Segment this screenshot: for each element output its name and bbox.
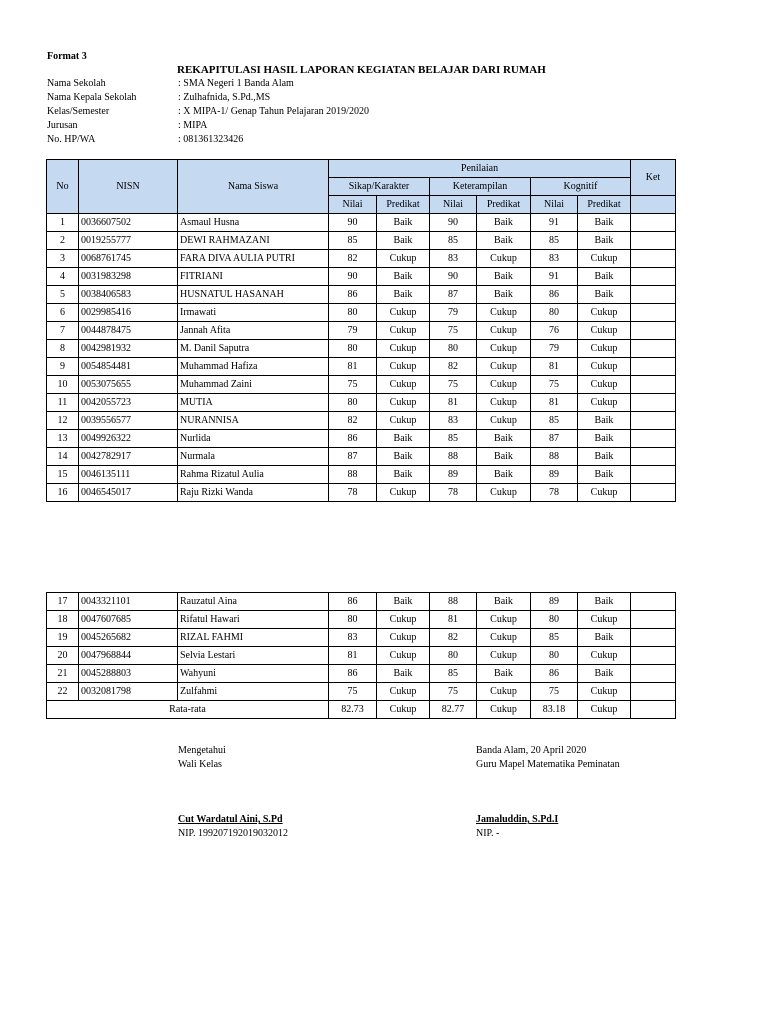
row-ket — [631, 484, 676, 502]
row-nisn: 0042055723 — [79, 394, 178, 412]
table-row — [47, 232, 676, 250]
row-kognitif-nilai: 91 — [531, 268, 578, 286]
info-value-class: : X MIPA-1/ Genap Tahun Pelajaran 2019/2020 — [178, 106, 369, 117]
row-kognitif-predikat: Cukup — [578, 394, 631, 412]
row-keterampilan-nilai: 87 — [430, 286, 477, 304]
row-student-name: Muhammad Hafiza — [178, 358, 329, 376]
info-value-phone: : 081361323426 — [178, 134, 244, 145]
row-ket — [631, 268, 676, 286]
row-sikap-nilai: 86 — [329, 665, 377, 683]
row-keterampilan-predikat: Cukup — [477, 394, 531, 412]
average-row — [47, 701, 676, 719]
row-keterampilan-nilai: 85 — [430, 232, 477, 250]
table-row — [47, 647, 676, 665]
row-student-name: Irmawati — [178, 304, 329, 322]
header-keterampilan-predikat: Predikat — [477, 196, 531, 214]
row-keterampilan-predikat: Cukup — [477, 358, 531, 376]
row-sikap-predikat: Cukup — [377, 358, 430, 376]
row-keterampilan-nilai: 85 — [430, 430, 477, 448]
row-keterampilan-predikat: Baik — [477, 448, 531, 466]
table-row — [47, 394, 676, 412]
row-sikap-predikat: Baik — [377, 286, 430, 304]
average-sikap-nilai: 82.73 — [329, 701, 377, 719]
row-kognitif-predikat: Baik — [578, 232, 631, 250]
header-kognitif: Kognitif — [531, 178, 631, 196]
table-row — [47, 340, 676, 358]
row-nisn: 0032081798 — [79, 683, 178, 701]
row-keterampilan-nilai: 85 — [430, 665, 477, 683]
row-ket — [631, 394, 676, 412]
row-nisn: 0019255777 — [79, 232, 178, 250]
row-kognitif-predikat: Cukup — [578, 647, 631, 665]
row-sikap-nilai: 80 — [329, 394, 377, 412]
header-keterampilan: Keterampilan — [430, 178, 531, 196]
row-no: 15 — [47, 466, 79, 484]
row-kognitif-nilai: 89 — [531, 593, 578, 611]
row-nisn: 0045288803 — [79, 665, 178, 683]
row-no: 3 — [47, 250, 79, 268]
row-nisn: 0042782917 — [79, 448, 178, 466]
row-kognitif-nilai: 85 — [531, 412, 578, 430]
row-ket — [631, 629, 676, 647]
info-value-school: : SMA Negeri 1 Banda Alam — [178, 78, 294, 89]
row-ket — [631, 232, 676, 250]
row-kognitif-nilai: 83 — [531, 250, 578, 268]
row-keterampilan-nilai: 81 — [430, 611, 477, 629]
row-kognitif-nilai: 80 — [531, 611, 578, 629]
row-nisn: 0053075655 — [79, 376, 178, 394]
table-row — [47, 466, 676, 484]
row-sikap-predikat: Baik — [377, 448, 430, 466]
header-ket-blank — [631, 196, 676, 214]
row-keterampilan-predikat: Cukup — [477, 250, 531, 268]
table-row — [47, 629, 676, 647]
row-no: 2 — [47, 232, 79, 250]
row-sikap-predikat: Baik — [377, 593, 430, 611]
row-keterampilan-nilai: 82 — [430, 358, 477, 376]
row-sikap-nilai: 90 — [329, 268, 377, 286]
row-keterampilan-nilai: 80 — [430, 647, 477, 665]
row-ket — [631, 358, 676, 376]
row-sikap-predikat: Cukup — [377, 340, 430, 358]
row-no: 22 — [47, 683, 79, 701]
row-student-name: Nurmala — [178, 448, 329, 466]
row-nisn: 0044878475 — [79, 322, 178, 340]
row-sikap-nilai: 88 — [329, 466, 377, 484]
row-ket — [631, 665, 676, 683]
header-kognitif-nilai: Nilai — [531, 196, 578, 214]
row-keterampilan-nilai: 83 — [430, 250, 477, 268]
row-sikap-predikat: Cukup — [377, 647, 430, 665]
row-sikap-predikat: Baik — [377, 665, 430, 683]
row-no: 20 — [47, 647, 79, 665]
row-kognitif-nilai: 81 — [531, 358, 578, 376]
row-no: 19 — [47, 629, 79, 647]
row-student-name: Rauzatul Aina — [178, 593, 329, 611]
row-keterampilan-predikat: Baik — [477, 268, 531, 286]
row-student-name: MUTIA — [178, 394, 329, 412]
row-sikap-nilai: 80 — [329, 340, 377, 358]
row-sikap-predikat: Cukup — [377, 250, 430, 268]
table-row — [47, 268, 676, 286]
row-kognitif-predikat: Baik — [578, 412, 631, 430]
row-sikap-predikat: Cukup — [377, 683, 430, 701]
row-no: 14 — [47, 448, 79, 466]
table-row — [47, 376, 676, 394]
row-keterampilan-predikat: Cukup — [477, 683, 531, 701]
table-row — [47, 593, 676, 611]
row-kognitif-predikat: Cukup — [578, 322, 631, 340]
row-student-name: RIZAL FAHMI — [178, 629, 329, 647]
row-nisn: 0039556577 — [79, 412, 178, 430]
row-kognitif-predikat: Baik — [578, 593, 631, 611]
row-no: 5 — [47, 286, 79, 304]
header-ket: Ket — [631, 160, 676, 196]
row-ket — [631, 412, 676, 430]
table-row — [47, 484, 676, 502]
row-ket — [631, 448, 676, 466]
row-student-name: Selvia Lestari — [178, 647, 329, 665]
row-no: 1 — [47, 214, 79, 232]
row-nisn: 0031983298 — [79, 268, 178, 286]
row-keterampilan-predikat: Cukup — [477, 647, 531, 665]
row-ket — [631, 593, 676, 611]
info-label-phone: No. HP/WA — [47, 134, 96, 145]
row-sikap-predikat: Baik — [377, 268, 430, 286]
signature-left-nip: NIP. 199207192019032012 — [178, 828, 289, 839]
row-keterampilan-nilai: 89 — [430, 466, 477, 484]
row-no: 16 — [47, 484, 79, 502]
row-sikap-nilai: 80 — [329, 611, 377, 629]
row-ket — [631, 250, 676, 268]
row-nisn: 0047968844 — [79, 647, 178, 665]
row-sikap-nilai: 87 — [329, 448, 377, 466]
row-keterampilan-predikat: Baik — [477, 232, 531, 250]
row-nisn: 0036607502 — [79, 214, 178, 232]
row-student-name: Raju Rizki Wanda — [178, 484, 329, 502]
header-keterampilan-nilai: Nilai — [430, 196, 477, 214]
grades-table-continued — [46, 592, 676, 719]
row-keterampilan-predikat: Cukup — [477, 322, 531, 340]
row-kognitif-predikat: Cukup — [578, 683, 631, 701]
row-sikap-predikat: Baik — [377, 466, 430, 484]
row-sikap-predikat: Cukup — [377, 412, 430, 430]
table-row — [47, 683, 676, 701]
row-nisn: 0049926322 — [79, 430, 178, 448]
row-nisn: 0047607685 — [79, 611, 178, 629]
row-kognitif-predikat: Baik — [578, 466, 631, 484]
row-kognitif-predikat: Baik — [578, 286, 631, 304]
info-value-major: : MIPA — [178, 120, 208, 131]
row-student-name: NURANNISA — [178, 412, 329, 430]
row-student-name: FITRIANI — [178, 268, 329, 286]
row-sikap-predikat: Cukup — [377, 304, 430, 322]
row-kognitif-nilai: 75 — [531, 376, 578, 394]
signature-left-role: Wali Kelas — [178, 759, 222, 770]
info-label-class: Kelas/Semester — [47, 106, 110, 117]
row-ket — [631, 322, 676, 340]
header-sikap-predikat: Predikat — [377, 196, 430, 214]
signature-left-name: Cut Wardatul Aini, S.Pd — [178, 814, 283, 825]
row-kognitif-nilai: 80 — [531, 304, 578, 322]
row-kognitif-nilai: 86 — [531, 286, 578, 304]
row-sikap-nilai: 82 — [329, 250, 377, 268]
row-ket — [631, 647, 676, 665]
info-label-major: Jurusan — [47, 120, 78, 131]
info-label-principal: Nama Kepala Sekolah — [47, 92, 137, 103]
row-student-name: DEWI RAHMAZANI — [178, 232, 329, 250]
row-sikap-predikat: Baik — [377, 214, 430, 232]
row-student-name: Nurlida — [178, 430, 329, 448]
row-keterampilan-predikat: Baik — [477, 214, 531, 232]
row-kognitif-predikat: Baik — [578, 665, 631, 683]
row-no: 18 — [47, 611, 79, 629]
grades-table-body-page1 — [47, 214, 676, 502]
header-no: No — [47, 160, 79, 214]
row-nisn: 0038406583 — [79, 286, 178, 304]
row-sikap-predikat: Baik — [377, 232, 430, 250]
table-row — [47, 358, 676, 376]
row-keterampilan-predikat: Cukup — [477, 340, 531, 358]
row-kognitif-predikat: Baik — [578, 430, 631, 448]
row-kognitif-predikat: Baik — [578, 629, 631, 647]
row-sikap-predikat: Cukup — [377, 611, 430, 629]
row-no: 13 — [47, 430, 79, 448]
row-keterampilan-nilai: 75 — [430, 322, 477, 340]
info-value-principal: : Zulhafnida, S.Pd.,MS — [178, 92, 271, 103]
row-keterampilan-predikat: Cukup — [477, 629, 531, 647]
row-student-name: Asmaul Husna — [178, 214, 329, 232]
row-no: 6 — [47, 304, 79, 322]
table-row — [47, 250, 676, 268]
table-row — [47, 611, 676, 629]
average-row-group — [47, 701, 676, 719]
row-student-name: HUSNATUL HASANAH — [178, 286, 329, 304]
row-kognitif-nilai: 76 — [531, 322, 578, 340]
row-student-name: Muhammad Zaini — [178, 376, 329, 394]
row-kognitif-nilai: 87 — [531, 430, 578, 448]
average-kognitif-predikat: Cukup — [578, 701, 631, 719]
row-sikap-predikat: Cukup — [377, 376, 430, 394]
table-row — [47, 448, 676, 466]
row-sikap-nilai: 85 — [329, 232, 377, 250]
row-ket — [631, 214, 676, 232]
page-title: REKAPITULASI HASIL LAPORAN KEGIATAN BELAJAR DARI RUMAH — [177, 64, 546, 76]
row-ket — [631, 466, 676, 484]
grades-table — [46, 159, 676, 502]
row-sikap-nilai: 79 — [329, 322, 377, 340]
row-no: 8 — [47, 340, 79, 358]
row-kognitif-predikat: Baik — [578, 268, 631, 286]
row-ket — [631, 376, 676, 394]
average-keterampilan-predikat: Cukup — [477, 701, 531, 719]
row-kognitif-nilai: 81 — [531, 394, 578, 412]
row-kognitif-nilai: 79 — [531, 340, 578, 358]
row-kognitif-predikat: Cukup — [578, 304, 631, 322]
row-no: 9 — [47, 358, 79, 376]
row-student-name: Rahma Rizatul Aulia — [178, 466, 329, 484]
row-keterampilan-predikat: Cukup — [477, 611, 531, 629]
row-sikap-predikat: Cukup — [377, 629, 430, 647]
row-keterampilan-predikat: Cukup — [477, 484, 531, 502]
average-sikap-predikat: Cukup — [377, 701, 430, 719]
row-keterampilan-predikat: Cukup — [477, 304, 531, 322]
average-label: Rata-rata — [47, 701, 329, 719]
row-keterampilan-nilai: 88 — [430, 593, 477, 611]
row-sikap-nilai: 80 — [329, 304, 377, 322]
row-nisn: 0068761745 — [79, 250, 178, 268]
row-ket — [631, 286, 676, 304]
row-student-name: M. Danil Saputra — [178, 340, 329, 358]
row-kognitif-predikat: Baik — [578, 214, 631, 232]
row-keterampilan-nilai: 75 — [430, 683, 477, 701]
header-kognitif-predikat: Predikat — [578, 196, 631, 214]
row-kognitif-nilai: 85 — [531, 629, 578, 647]
row-keterampilan-predikat: Baik — [477, 286, 531, 304]
format-label: Format 3 — [47, 51, 87, 62]
table-row — [47, 214, 676, 232]
row-kognitif-nilai: 91 — [531, 214, 578, 232]
row-kognitif-predikat: Cukup — [578, 611, 631, 629]
row-kognitif-nilai: 85 — [531, 232, 578, 250]
row-kognitif-nilai: 78 — [531, 484, 578, 502]
row-student-name: Jannah Afita — [178, 322, 329, 340]
row-nisn: 0054854481 — [79, 358, 178, 376]
row-kognitif-nilai: 75 — [531, 683, 578, 701]
row-kognitif-predikat: Cukup — [578, 376, 631, 394]
row-no: 10 — [47, 376, 79, 394]
signature-right-name: Jamaluddin, S.Pd.I — [476, 814, 559, 825]
row-sikap-nilai: 81 — [329, 358, 377, 376]
row-sikap-predikat: Cukup — [377, 484, 430, 502]
grades-table-body-page2 — [47, 593, 676, 701]
signature-right-role: Guru Mapel Matematika Peminatan — [476, 759, 620, 770]
row-sikap-nilai: 78 — [329, 484, 377, 502]
row-keterampilan-nilai: 81 — [430, 394, 477, 412]
table-row — [47, 286, 676, 304]
row-keterampilan-nilai: 90 — [430, 268, 477, 286]
row-no: 11 — [47, 394, 79, 412]
row-keterampilan-nilai: 80 — [430, 340, 477, 358]
row-keterampilan-nilai: 83 — [430, 412, 477, 430]
header-sikap: Sikap/Karakter — [329, 178, 430, 196]
row-keterampilan-predikat: Cukup — [477, 412, 531, 430]
row-student-name: Wahyuni — [178, 665, 329, 683]
row-sikap-nilai: 90 — [329, 214, 377, 232]
row-kognitif-predikat: Cukup — [578, 340, 631, 358]
row-student-name: Rifatul Hawari — [178, 611, 329, 629]
header-penilaian: Penilaian — [329, 160, 631, 178]
table-row — [47, 665, 676, 683]
average-kognitif-nilai: 83.18 — [531, 701, 578, 719]
row-keterampilan-predikat: Baik — [477, 466, 531, 484]
signature-right-date: Banda Alam, 20 April 2020 — [476, 745, 587, 756]
row-nisn: 0046545017 — [79, 484, 178, 502]
row-sikap-nilai: 81 — [329, 647, 377, 665]
table-row — [47, 322, 676, 340]
row-no: 17 — [47, 593, 79, 611]
row-nisn: 0042981932 — [79, 340, 178, 358]
row-sikap-nilai: 86 — [329, 286, 377, 304]
signature-left-line1: Mengetahui — [178, 745, 226, 756]
row-keterampilan-predikat: Cukup — [477, 376, 531, 394]
row-nisn: 0029985416 — [79, 304, 178, 322]
row-kognitif-predikat: Cukup — [578, 484, 631, 502]
row-keterampilan-predikat: Baik — [477, 430, 531, 448]
row-kognitif-predikat: Cukup — [578, 358, 631, 376]
row-ket — [631, 340, 676, 358]
row-sikap-predikat: Cukup — [377, 322, 430, 340]
row-ket — [631, 430, 676, 448]
row-keterampilan-predikat: Baik — [477, 593, 531, 611]
row-keterampilan-predikat: Baik — [477, 665, 531, 683]
row-ket — [631, 304, 676, 322]
row-sikap-nilai: 83 — [329, 629, 377, 647]
row-ket — [631, 683, 676, 701]
row-nisn: 0046135111 — [79, 466, 178, 484]
row-keterampilan-nilai: 88 — [430, 448, 477, 466]
row-ket — [631, 611, 676, 629]
row-no: 21 — [47, 665, 79, 683]
header-sikap-nilai: Nilai — [329, 196, 377, 214]
signature-right-nip: NIP. - — [476, 828, 500, 839]
row-student-name: FARA DIVA AULIA PUTRI — [178, 250, 329, 268]
row-keterampilan-nilai: 79 — [430, 304, 477, 322]
row-nisn: 0043321101 — [79, 593, 178, 611]
row-kognitif-nilai: 89 — [531, 466, 578, 484]
row-sikap-nilai: 75 — [329, 376, 377, 394]
row-keterampilan-nilai: 90 — [430, 214, 477, 232]
row-student-name: Zulfahmi — [178, 683, 329, 701]
grades-table-header — [47, 160, 676, 214]
row-no: 12 — [47, 412, 79, 430]
table-row — [47, 412, 676, 430]
row-no: 4 — [47, 268, 79, 286]
row-sikap-predikat: Baik — [377, 430, 430, 448]
row-sikap-nilai: 82 — [329, 412, 377, 430]
row-sikap-nilai: 75 — [329, 683, 377, 701]
row-no: 7 — [47, 322, 79, 340]
average-keterampilan-nilai: 82.77 — [430, 701, 477, 719]
row-kognitif-predikat: Cukup — [578, 250, 631, 268]
table-row — [47, 304, 676, 322]
row-kognitif-nilai: 86 — [531, 665, 578, 683]
row-keterampilan-nilai: 82 — [430, 629, 477, 647]
row-kognitif-nilai: 88 — [531, 448, 578, 466]
row-sikap-predikat: Cukup — [377, 394, 430, 412]
row-keterampilan-nilai: 78 — [430, 484, 477, 502]
row-kognitif-predikat: Baik — [578, 448, 631, 466]
info-label-school: Nama Sekolah — [47, 78, 106, 89]
average-ket — [631, 701, 676, 719]
row-keterampilan-nilai: 75 — [430, 376, 477, 394]
row-nisn: 0045265682 — [79, 629, 178, 647]
table-row — [47, 430, 676, 448]
header-nisn: NISN — [79, 160, 178, 214]
row-kognitif-nilai: 80 — [531, 647, 578, 665]
header-student-name: Nama Siswa — [178, 160, 329, 214]
row-sikap-nilai: 86 — [329, 593, 377, 611]
row-sikap-nilai: 86 — [329, 430, 377, 448]
